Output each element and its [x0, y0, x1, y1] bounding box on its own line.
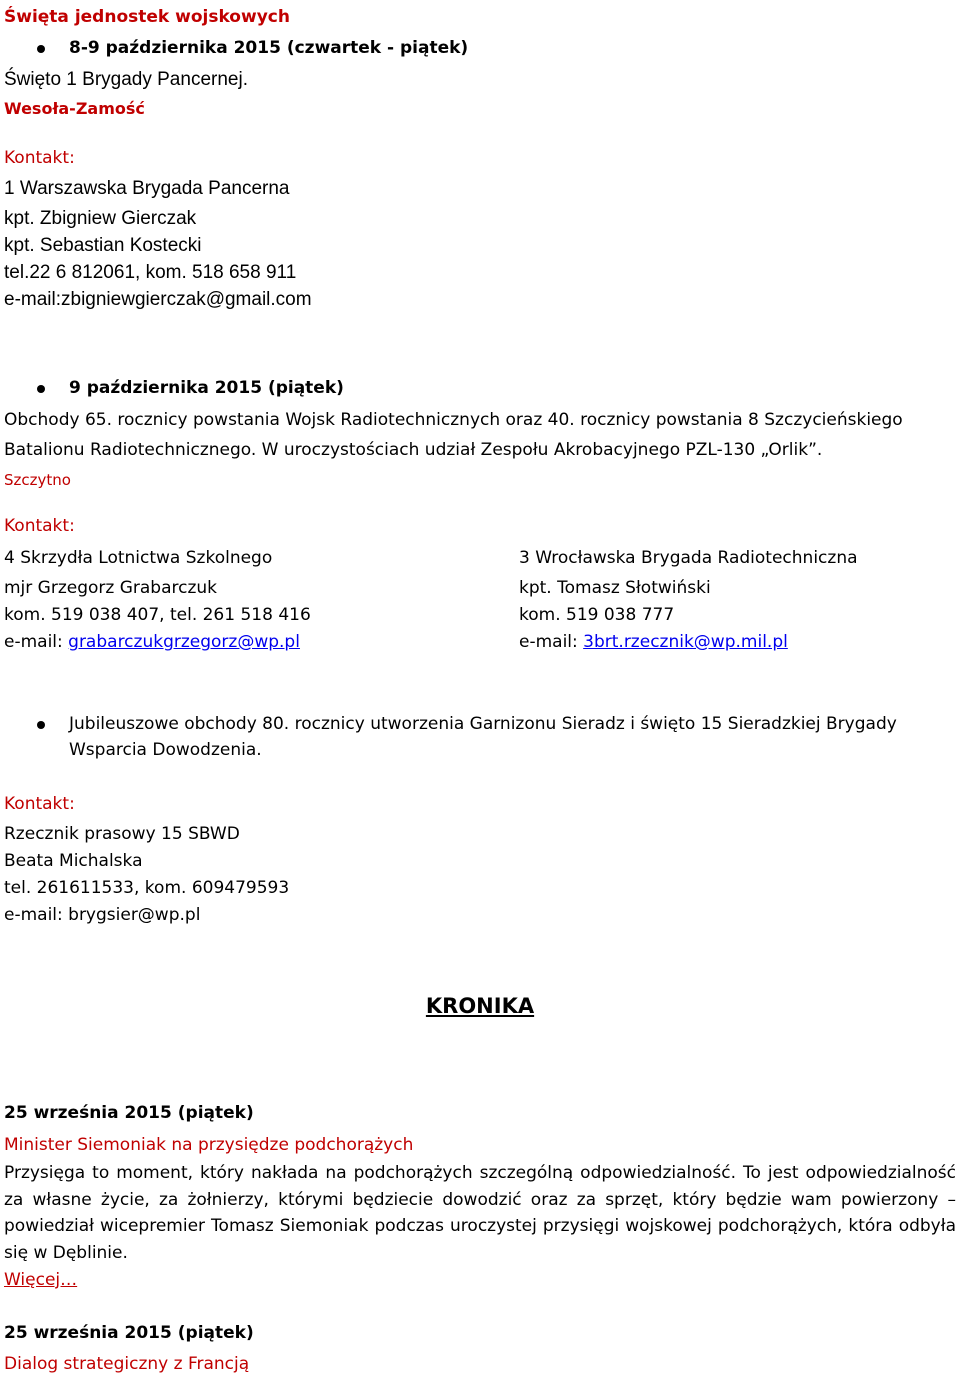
contact-line: tel.22 6 812061, kom. 518 658 911	[4, 262, 297, 283]
contact-email-row	[519, 634, 788, 651]
event-description: Obchody 65. rocznicy powstania Wojsk Radiotechnicznych oraz 40. rocznicy powstania 8 Szczycieńskiego	[4, 410, 903, 430]
news-title[interactable]: Dialog strategiczny z Francją	[4, 1354, 250, 1374]
event-location: Wesoła-Zamość	[4, 99, 145, 118]
contact-label: Kontakt:	[4, 794, 75, 814]
contact-label: Kontakt:	[4, 148, 75, 168]
contact-line: tel. 261611533, kom. 609479593	[4, 878, 290, 898]
event-description: Batalionu Radiotechnicznego. W uroczystościach udział Zespołu Akrobacyjnego PZL-130 „Orlik”.	[4, 440, 823, 460]
contact-unit: 4 Skrzydła Lotnictwa Szkolnego	[4, 548, 273, 568]
news-date: 25 września 2015 (piątek)	[4, 1103, 254, 1123]
kronika-heading: KRONIKA	[425, 994, 535, 1018]
section-title: Święta jednostek wojskowych	[4, 7, 290, 27]
contact-line: kpt. Sebastian Kostecki	[4, 235, 202, 256]
email-link[interactable]: 3brt.rzecznik@wp.mil.pl	[583, 632, 788, 652]
contact-person: mjr Grzegorz Grabarczuk	[4, 578, 218, 598]
event-location: Szczytno	[4, 471, 71, 489]
news-title[interactable]: Minister Siemoniak na przysiędze podchorążych	[4, 1135, 414, 1155]
contact-line: Beata Michalska	[4, 851, 143, 871]
contact-email-row	[4, 634, 300, 651]
bullet-icon	[37, 45, 45, 53]
contact-line: Rzecznik prasowy 15 SBWD	[4, 824, 240, 844]
email-link[interactable]: grabarczukgrzegorz@wp.pl	[68, 632, 300, 652]
read-more-link[interactable]: Więcej…	[4, 1270, 78, 1290]
bullet-icon	[37, 385, 45, 393]
contact-label: Kontakt:	[4, 516, 75, 536]
email-prefix: e-mail:	[519, 632, 584, 652]
contact-phone: kom. 519 038 777	[519, 605, 675, 625]
contact-email: e-mail:zbigniewgierczak@gmail.com	[4, 289, 312, 310]
event-description: Jubileuszowe obchody 80. rocznicy utworzenia Garnizonu Sieradz i święto 15 Sieradzkiej Brygady	[69, 714, 897, 734]
contact-email: e-mail: brygsier@wp.pl	[4, 905, 201, 925]
contact-phone: kom. 519 038 407, tel. 261 518 416	[4, 605, 311, 625]
contact-line: 1 Warszawska Brygada Pancerna	[4, 178, 290, 199]
event-date: 9 października 2015 (piątek)	[69, 378, 344, 398]
contact-unit: 3 Wrocławska Brygada Radiotechniczna	[519, 548, 858, 568]
news-date: 25 września 2015 (piątek)	[4, 1323, 254, 1343]
email-prefix: e-mail:	[4, 632, 69, 652]
news-body: Przysięga to moment, który nakłada na podchorążych szczególną odpowiedzialność. To jest odpowiedzialność za własne życie, za żołnierzy, którymi będziecie dowodzić oraz za sprzęt, który będzie wam powierzony – powiedział wicepremier Tomasz Siemoniak podczas uroczystej przysięgi wojskowej podchorążych, która odbyła się w Dęblinie.	[4, 1163, 956, 1263]
bullet-icon	[37, 721, 45, 729]
contact-person: kpt. Tomasz Słotwiński	[519, 578, 711, 598]
event-description: Wsparcia Dowodzenia.	[69, 740, 262, 760]
contact-line: kpt. Zbigniew Gierczak	[4, 208, 197, 229]
event-date: 8-9 października 2015 (czwartek - piątek)	[69, 38, 469, 58]
event-description: Święto 1 Brygady Pancernej.	[4, 69, 248, 90]
